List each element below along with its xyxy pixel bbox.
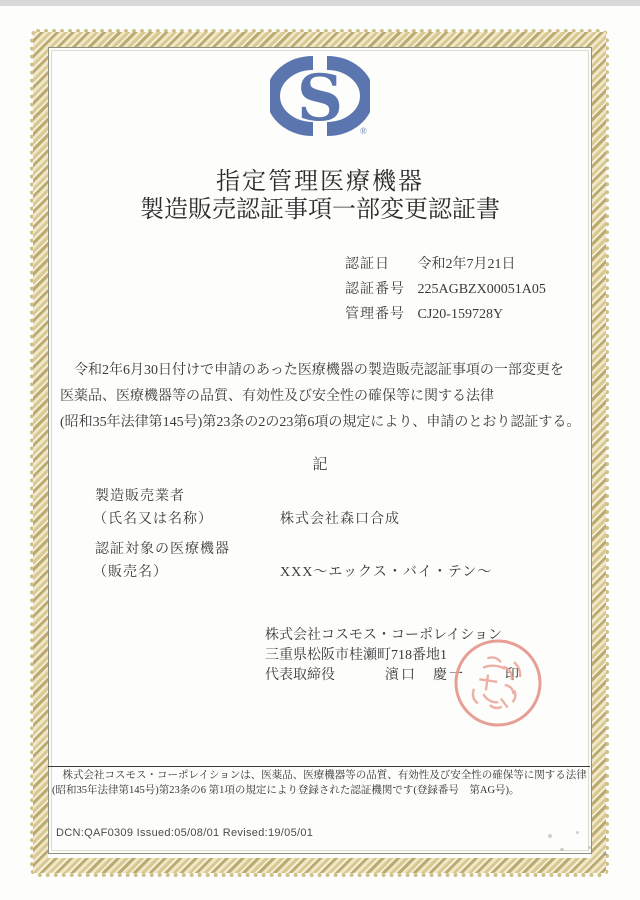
issuer-block [265,626,595,686]
certificate-meta [345,255,546,330]
issuer-company [265,626,595,646]
footer-divider [48,766,590,767]
issuer-company-name: 株式会社コスモス・コーポレイション [265,628,503,643]
meta-row-cert-number [345,280,546,305]
document-control-number: DCN:QAF0309 Issued:05/08/01 Revised:19/05/01 [56,827,314,839]
statement-line-2: 医薬品、医療機器等の品質、有効性及び安全性の確保等に関する法律 [60,389,494,404]
device-value: XXX～エックス・バイ・テン～ [280,565,493,580]
record-mark: 記 [312,457,328,473]
cert-number-label: 認証番号 [345,282,405,297]
scan-speck [588,846,591,849]
device-sublabel: （販売名） [93,565,168,580]
issuer-signature-line [265,666,595,686]
statement-line-3: (昭和35年法律第145号)第23条の2の23第6項の規定により、申請のとおり認証する。 [60,415,581,430]
red-company-seal [451,636,545,730]
manufacturer-value: 株式会社森口合成 [280,512,400,527]
registration-note-line-1: 株式会社コスモス・コーポレイションは、医薬品、医療機器等の品質、有効性及び安全性の確保等に関する法律 [52,770,587,781]
registration-note [52,769,590,798]
control-number-label: 管理番号 [345,307,405,322]
seal-graphic [451,636,545,730]
registration-note-line-2: (昭和35年法律第145号)第23条の6 第1項の規定により登録された認証機関です(登録番号 第AG号)。 [52,784,520,796]
issuer-address-text: 三重県松阪市桂瀬町718番地1 [265,648,447,663]
issuer-address [265,646,595,666]
scan-edge-top [0,0,640,6]
scan-speck [603,852,607,856]
manufacturer-sublabel: （氏名又は名称） [93,512,213,527]
seal-suffix-character: 印 [505,668,519,683]
control-number-value: CJ20-159728Y [417,307,504,322]
cert-date-label: 認証日 [345,257,390,272]
certificate-title [0,168,640,224]
issuer-representative-name: 濱口 慶一 [385,668,465,683]
title-line-2: 製造販売認証事項一部変更認証書 [140,197,500,223]
scan-speck [548,834,552,838]
s-certification-logo [270,56,370,136]
meta-row-cert-date [345,255,546,280]
device-label: 認証対象の医療機器 [95,542,230,557]
title-line-1: 指定管理医療機器 [216,169,424,195]
s-logo-graphic [270,56,370,136]
statement-line-1: 令和2年6月30日付けで申請のあった医療機器の製造販売認証事項の一部変更を [60,363,564,378]
registered-trademark-icon: ® [360,126,367,136]
logo-s-letter: S [296,61,344,136]
scan-speck [560,848,564,851]
issuer-title: 代表取締役 [265,668,335,683]
cert-date-value: 令和2年7月21日 [417,257,516,272]
cert-number-value: 225AGBZX00051A05 [417,282,546,297]
manufacturer-label: 製造販売業者 [95,489,185,504]
certification-statement [60,358,588,436]
meta-row-control-number [345,305,546,330]
scan-speck [576,831,579,834]
